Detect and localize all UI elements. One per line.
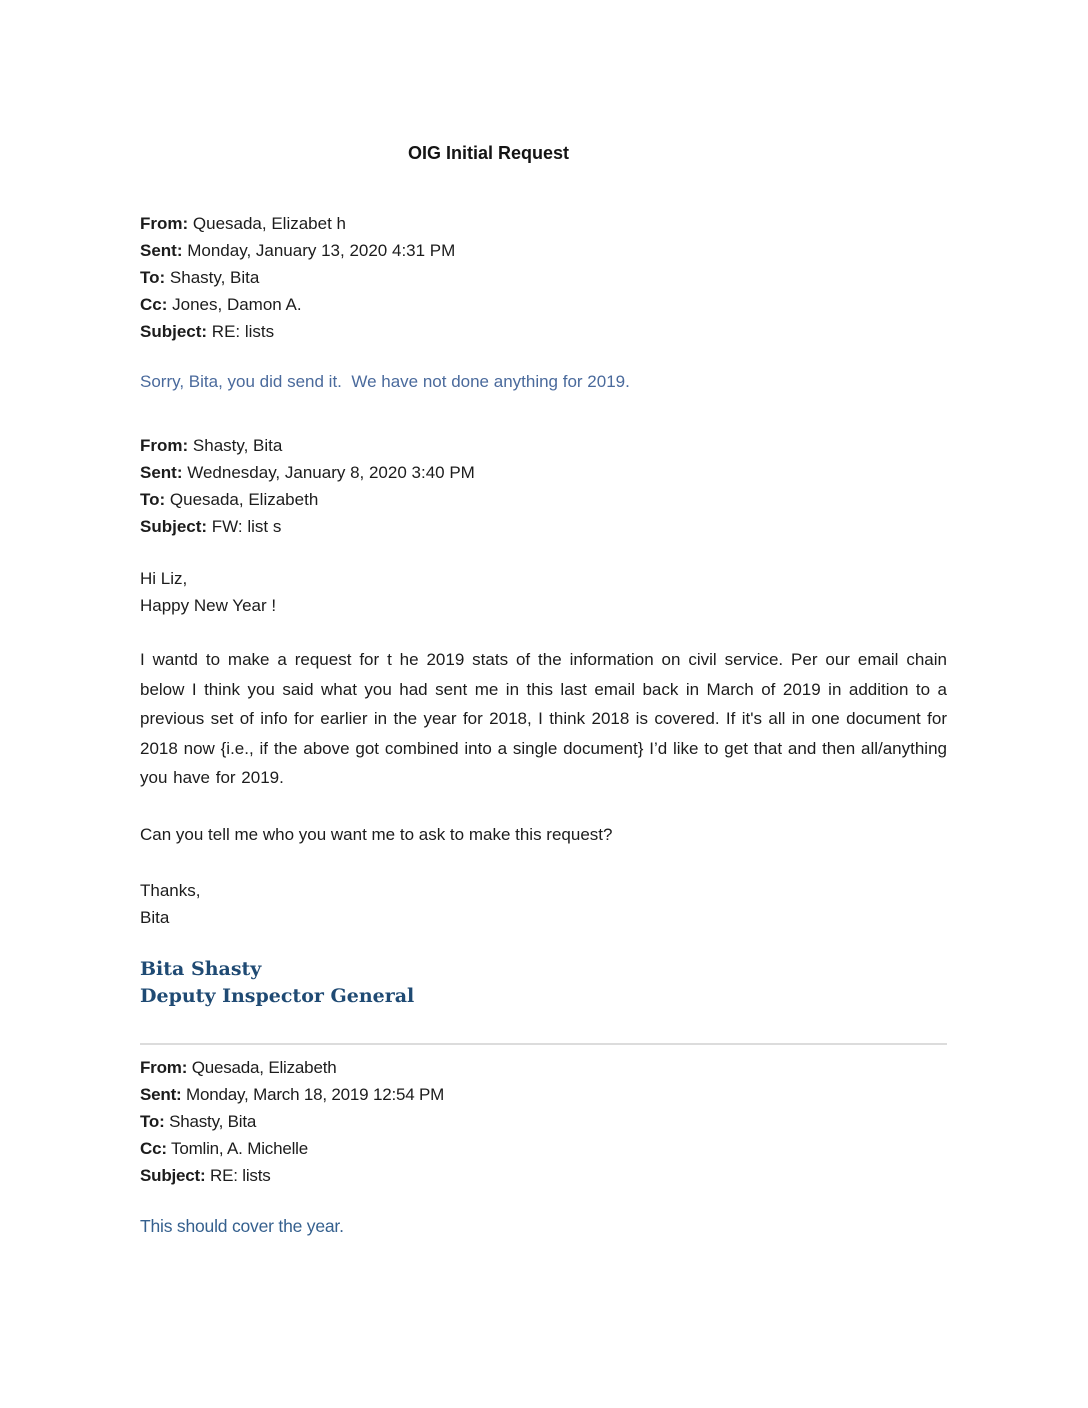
subject-value: RE: lists: [205, 1165, 271, 1185]
document-title: OIG Initial Request: [407, 143, 570, 163]
to-label: To:: [140, 490, 166, 509]
email3-subject-line: [140, 1162, 947, 1189]
sent-value: Monday, January 13, 2020 4:31 PM: [182, 241, 456, 260]
cc-value: Tomlin, A. Michelle: [166, 1138, 308, 1158]
sent-value: Monday, March 18, 2019 12:54 PM: [181, 1084, 445, 1104]
sent-label: Sent:: [140, 463, 183, 482]
subject-value: FW: list s: [207, 517, 282, 536]
email2-subject-line: [140, 513, 947, 540]
email2-greeting: [140, 565, 947, 619]
greeting-line-1: Hi Liz,: [140, 569, 188, 588]
sent-value: Wednesday, January 8, 2020 3:40 PM: [182, 463, 475, 482]
email2-closing: [140, 877, 947, 931]
email1-from-line: [140, 210, 947, 237]
from-label: From:: [140, 1057, 188, 1077]
email1-body-text: Sorry, Bita, you did send it. We have not done anything for 2019.: [140, 372, 630, 391]
email3-cc-line: [140, 1135, 947, 1162]
email2-question: Can you tell me who you want me to ask to make this request?: [140, 824, 613, 844]
email1-subject-line: [140, 318, 947, 345]
email1-sent-line: [140, 237, 947, 264]
to-label: To:: [140, 268, 166, 287]
to-value: Quesada, Elizabeth: [165, 490, 319, 509]
email2-main-paragraph: I wantd to make a request for t he 2019 stats of the information on civil service. Per our email chain below I think you said what you had sent me in this last email back in March of 2019 in addition to a previous set of info for earlier in the year for 2018, I think 2018 is covered. If it's all in one document for 2018 now {i.e., if the above got combined into a single document} I’d like to get that and then all/anything you have for 2019.: [140, 650, 947, 787]
email2-sent-line: [140, 459, 947, 486]
signature-name: Bita Shasty: [140, 957, 262, 980]
cc-label: Cc:: [140, 295, 168, 314]
email2-to-line: [140, 486, 947, 513]
cc-value: Jones, Damon A.: [167, 295, 302, 314]
greeting-line-2: Happy New Year !: [140, 596, 277, 615]
from-label: From:: [140, 214, 189, 233]
email3-sent-line: [140, 1081, 947, 1108]
subject-label: Subject:: [140, 1165, 206, 1185]
email2-header-block: [140, 432, 947, 540]
from-label: From:: [140, 436, 189, 455]
email1-cc-line: [140, 291, 947, 318]
to-label: To:: [140, 1111, 165, 1131]
subject-label: Subject:: [140, 517, 208, 536]
cc-label: Cc:: [140, 1138, 167, 1158]
signature-block: [140, 956, 947, 1010]
subject-label: Subject:: [140, 322, 208, 341]
sent-label: Sent:: [140, 241, 183, 260]
to-value: Shasty, Bita: [165, 268, 260, 287]
email3-from-line: [140, 1054, 947, 1081]
closing-line-1: Thanks,: [140, 880, 201, 900]
sent-label: Sent:: [140, 1084, 182, 1104]
email2-from-line: [140, 432, 947, 459]
signature-title: Deputy Inspector General: [140, 984, 415, 1007]
email1-header-block: [140, 210, 947, 345]
to-value: Shasty, Bita: [164, 1111, 257, 1131]
email3-header-block: [140, 1054, 947, 1189]
from-value: Quesada, Elizabet h: [188, 214, 346, 233]
subject-value: RE: lists: [207, 322, 275, 341]
section-divider: [140, 1043, 947, 1045]
email1-to-line: [140, 264, 947, 291]
from-value: Quesada, Elizabeth: [187, 1057, 337, 1077]
closing-line-2: Bita: [140, 907, 170, 927]
email3-to-line: [140, 1108, 947, 1135]
email3-body-text: This should cover the year.: [140, 1215, 344, 1236]
from-value: Shasty, Bita: [188, 436, 283, 455]
